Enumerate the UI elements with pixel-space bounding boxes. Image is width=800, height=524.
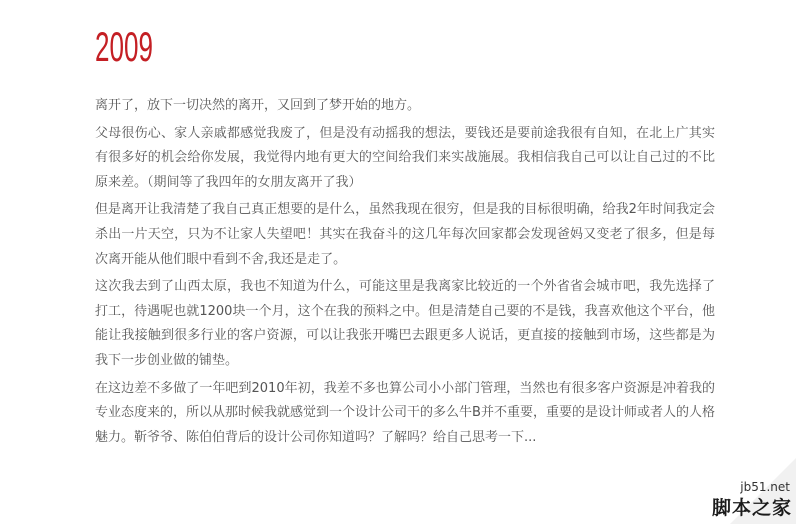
paragraph-1: 离开了，放下一切决然的离开，又回到了梦开始的地方。 [95, 98, 421, 113]
watermark-brand-name: 脚本之家 [711, 497, 792, 519]
paragraph-4: 这次我去到了山西太原，我也不知道为什么，可能这里是我离家比较近的一个外省省会城市吧，我先选择了打工，待遇呢也就1200块一个月，这个在我的预料之中。但是清楚自己要的不是钱，我喜欢他这个平台，他能让我接触到很多行业的客户资源，可以让我张开嘴巴去跟更多人说话，更直接的接触到市场，这些都是为我下一步创业做的铺垫。 [95, 279, 715, 368]
year-heading: 2009 [95, 23, 153, 70]
paragraph-5: 在这边差不多做了一年吧到2010年初，我差不多也算公司小小部门管理，当然也有很多客户资源是冲着我的专业态度来的，所以从那时候我就感觉到一个设计公司干的多么牛B并不重要，重要的是设计师或者人的人格魅力。靳爷爷、陈伯伯背后的设计公司你知道吗？了解吗？给自己思考一下... [95, 380, 715, 445]
paragraph-2: 父母很伤心、家人亲戚都感觉我废了，但是没有动摇我的想法，要钱还是要前途我很有自知，在北上广其实有很多好的机会给你发展，我觉得内地有更大的空间给我们来实战施展。我相信我自己可以让自己过的不比原来差。（期间等了我四年的女朋友离开了我） [95, 125, 715, 190]
watermark-site-url: jb51.net [740, 480, 790, 494]
site-watermark [686, 454, 796, 524]
paragraph-3: 但是离开让我清楚了我自己真正想要的是什么，虽然我现在很穷，但是我的目标很明确，给我2年时间我定会杀出一片天空，只为不让家人失望吧！其实在我奋斗的这几年每次回家都会发现爸妈又变老了很多，但是每次离开能从他们眼中看到不舍,我还是走了。 [95, 202, 715, 267]
article-body [95, 94, 715, 453]
